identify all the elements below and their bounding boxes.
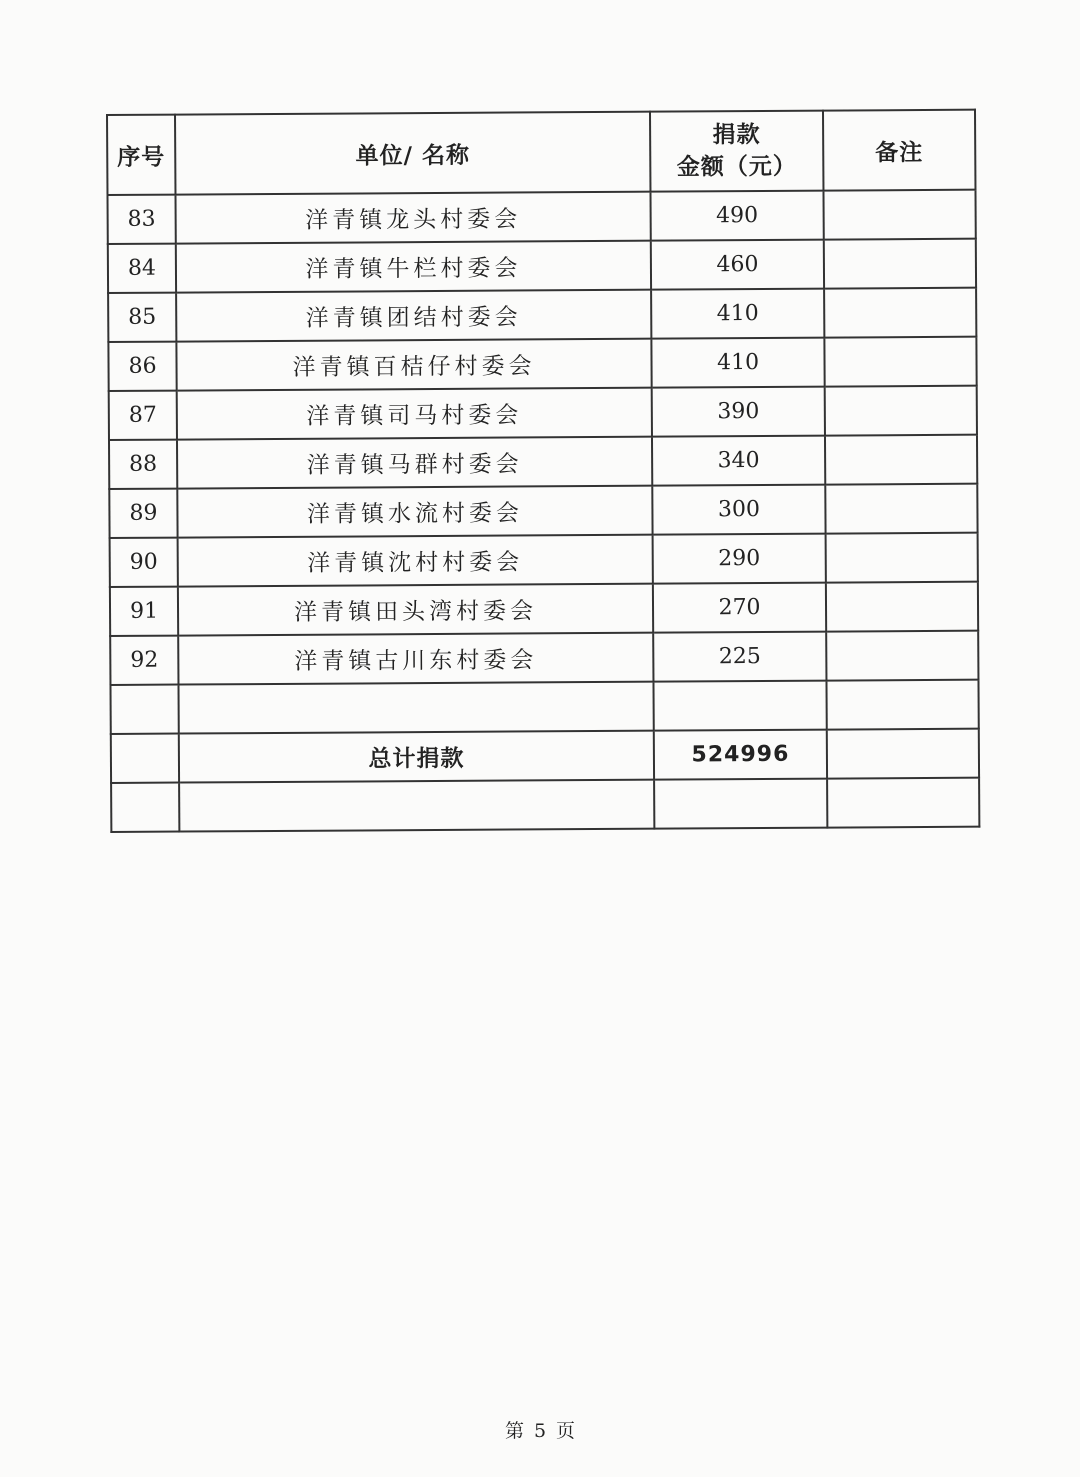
table-row	[108, 337, 976, 391]
row-seq: 88	[109, 440, 177, 489]
row-unit: 洋青镇司马村委会	[177, 388, 652, 440]
row-unit: 洋青镇马群村委会	[177, 437, 652, 489]
row-remark	[826, 582, 978, 632]
header-amount-line1: 捐款	[712, 122, 761, 149]
row-amount: 340	[652, 436, 825, 486]
row-unit: 洋青镇沈村村委会	[178, 535, 653, 587]
page-prefix: 第	[504, 1420, 524, 1442]
row-seq: 86	[108, 342, 176, 391]
row-amount: 300	[652, 485, 825, 535]
row-remark	[825, 386, 977, 436]
page-number-footer	[0, 1416, 1080, 1443]
row-remark	[826, 631, 978, 681]
header-unit: 单位/ 名称	[175, 112, 650, 195]
header-seq: 序号	[107, 115, 175, 195]
row-unit: 洋青镇田头湾村委会	[178, 584, 653, 636]
row-seq: 90	[110, 538, 178, 587]
page-number: 5	[533, 1420, 547, 1442]
donation-table	[106, 109, 980, 833]
header-amount-line2: 金额（元）	[676, 153, 797, 181]
row-amount: 460	[651, 240, 824, 290]
row-remark	[824, 288, 976, 338]
row-seq: 83	[107, 195, 175, 244]
row-amount: 410	[651, 338, 824, 388]
table-header-row	[107, 110, 975, 195]
row-remark	[824, 337, 976, 387]
row-seq: 89	[109, 489, 177, 538]
table-row	[110, 533, 978, 587]
row-remark	[823, 190, 975, 240]
header-remark: 备注	[823, 110, 975, 191]
row-amount: 410	[651, 289, 824, 339]
row-seq: 85	[108, 293, 176, 342]
table-row	[110, 631, 978, 685]
row-amount: 490	[650, 191, 823, 241]
total-label: 总计捐款	[179, 731, 654, 783]
row-amount: 225	[653, 632, 826, 682]
row-amount: 390	[652, 387, 825, 437]
row-remark	[826, 533, 978, 583]
row-amount: 290	[653, 534, 826, 584]
row-unit: 洋青镇百桔仔村委会	[176, 339, 651, 391]
table-row	[108, 288, 976, 342]
page-suffix: 页	[556, 1420, 576, 1442]
total-row	[111, 729, 979, 783]
row-remark	[825, 484, 977, 534]
row-seq: 91	[110, 587, 178, 636]
table-row	[107, 190, 975, 244]
row-amount: 270	[653, 583, 826, 633]
total-amount: 524996	[654, 730, 827, 780]
table-row	[110, 582, 978, 636]
table-row	[108, 239, 976, 293]
table-row	[109, 386, 977, 440]
row-remark	[825, 435, 977, 485]
row-seq: 84	[108, 244, 176, 293]
row-remark	[824, 239, 976, 289]
table-row	[109, 484, 977, 538]
table-row	[109, 435, 977, 489]
header-amount	[650, 111, 823, 192]
empty-row	[111, 778, 979, 832]
row-unit: 洋青镇团结村委会	[176, 290, 651, 342]
row-unit: 洋青镇龙头村委会	[175, 192, 650, 244]
row-seq: 92	[110, 636, 178, 685]
row-unit: 洋青镇牛栏村委会	[176, 241, 651, 293]
row-unit: 洋青镇水流村委会	[177, 486, 652, 538]
empty-row	[110, 680, 978, 734]
row-unit: 洋青镇古川东村委会	[178, 633, 653, 685]
row-seq: 87	[109, 391, 177, 440]
